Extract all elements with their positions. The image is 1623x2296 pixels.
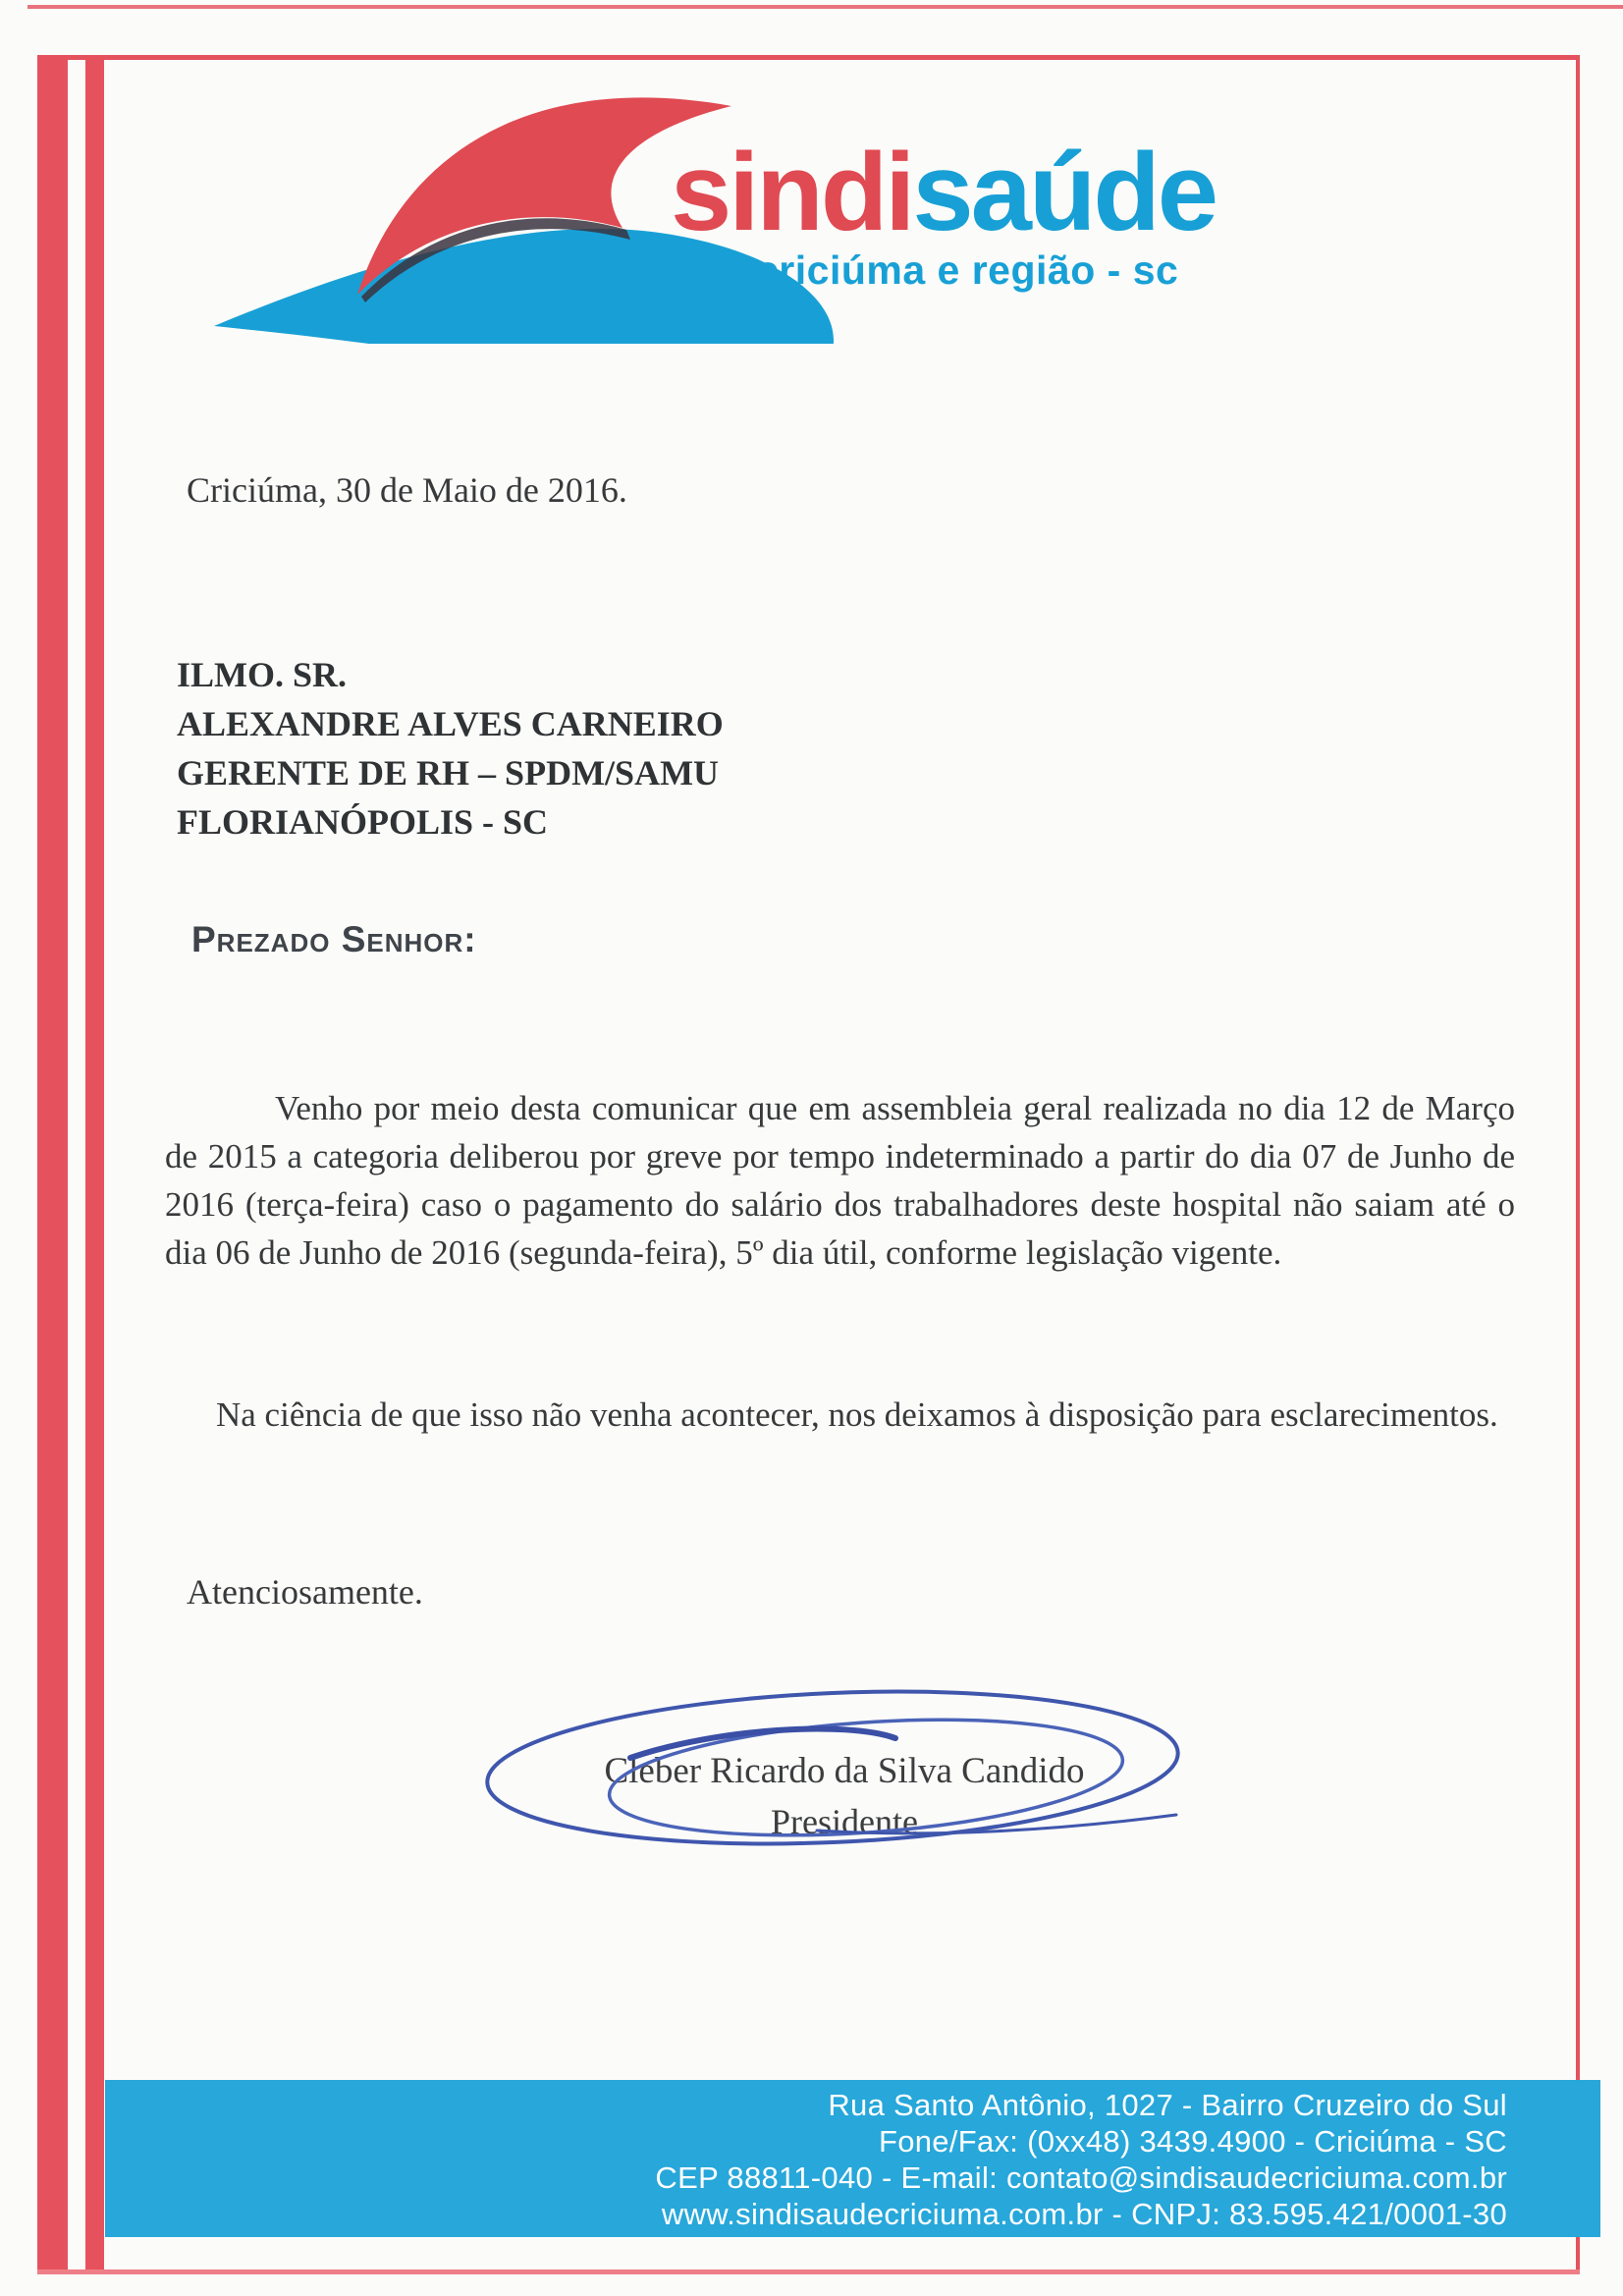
signer-name: Cleber Ricardo da Silva Candido (604, 1751, 1085, 1791)
brand-tagline: criciúma e região - sc (756, 247, 1179, 293)
letter-date: Criciúma, 30 de Maio de 2016. (187, 470, 627, 510)
letterhead-frame-bottom (37, 2269, 1580, 2274)
footer-website-cnpj-line: www.sindisaudecriciuma.com.br - CNPJ: 83.595.421/0001-30 (661, 2197, 1507, 2231)
page-edge-line (27, 5, 1623, 9)
brand-part-saude: saúde (912, 131, 1217, 253)
handwritten-signature-icon (491, 1681, 1198, 1858)
letterhead-frame-right (1576, 55, 1580, 2274)
recipient-line-1: ILMO. SR. (177, 655, 348, 694)
footer-contact-block (655, 2087, 1507, 2232)
recipient-block (177, 650, 724, 847)
footer-address-line: Rua Santo Antônio, 1027 - Bairro Cruzeiro do Sul (828, 2088, 1507, 2122)
letterhead-stripe-wide (37, 55, 68, 2269)
signature-block (491, 1681, 1198, 1858)
footer-phone-line: Fone/Fax: (0xx48) 3439.4900 - Criciúma - SC (878, 2124, 1507, 2159)
letterhead-frame-top (37, 55, 1580, 60)
body-paragraph-1: Venho por meio desta comunicar que em assembleia geral realizada no dia 12 de Março de 2015 a categoria deliberou por greve por tempo indeterminado a partir do dia 07 de Junho de 2016 (terça-feira) caso o pagamento do salário dos trabalhadores deste hospital não saiam até o dia 06 de Junho de 2016 (segunda-feira), 5º dia útil, conforme legislação vigente. (165, 1089, 1515, 1272)
recipient-line-2: ALEXANDRE ALVES CARNEIRO (177, 704, 724, 743)
body-paragraph-2: Na ciência de que isso não venha acontecer, nos deixamos à disposição para esclarecimentos. (216, 1395, 1498, 1434)
footer-email-line: CEP 88811-040 - E-mail: contato@sindisaudecriciuma.com.br (655, 2160, 1507, 2195)
recipient-line-3: GERENTE DE RH – SPDM/SAMU (177, 753, 720, 793)
letterhead-stripe-narrow (85, 55, 104, 2269)
footer-bar (105, 2080, 1600, 2237)
closing-word: Atenciosamente. (187, 1572, 423, 1612)
brand-wordmark (671, 131, 1217, 253)
brand-part-sindi: sindi (671, 131, 913, 253)
salutation: Prezado Senhor: (191, 919, 477, 959)
signer-title: Presidente (771, 1802, 918, 1841)
recipient-line-4: FLORIANÓPOLIS - SC (177, 802, 549, 842)
